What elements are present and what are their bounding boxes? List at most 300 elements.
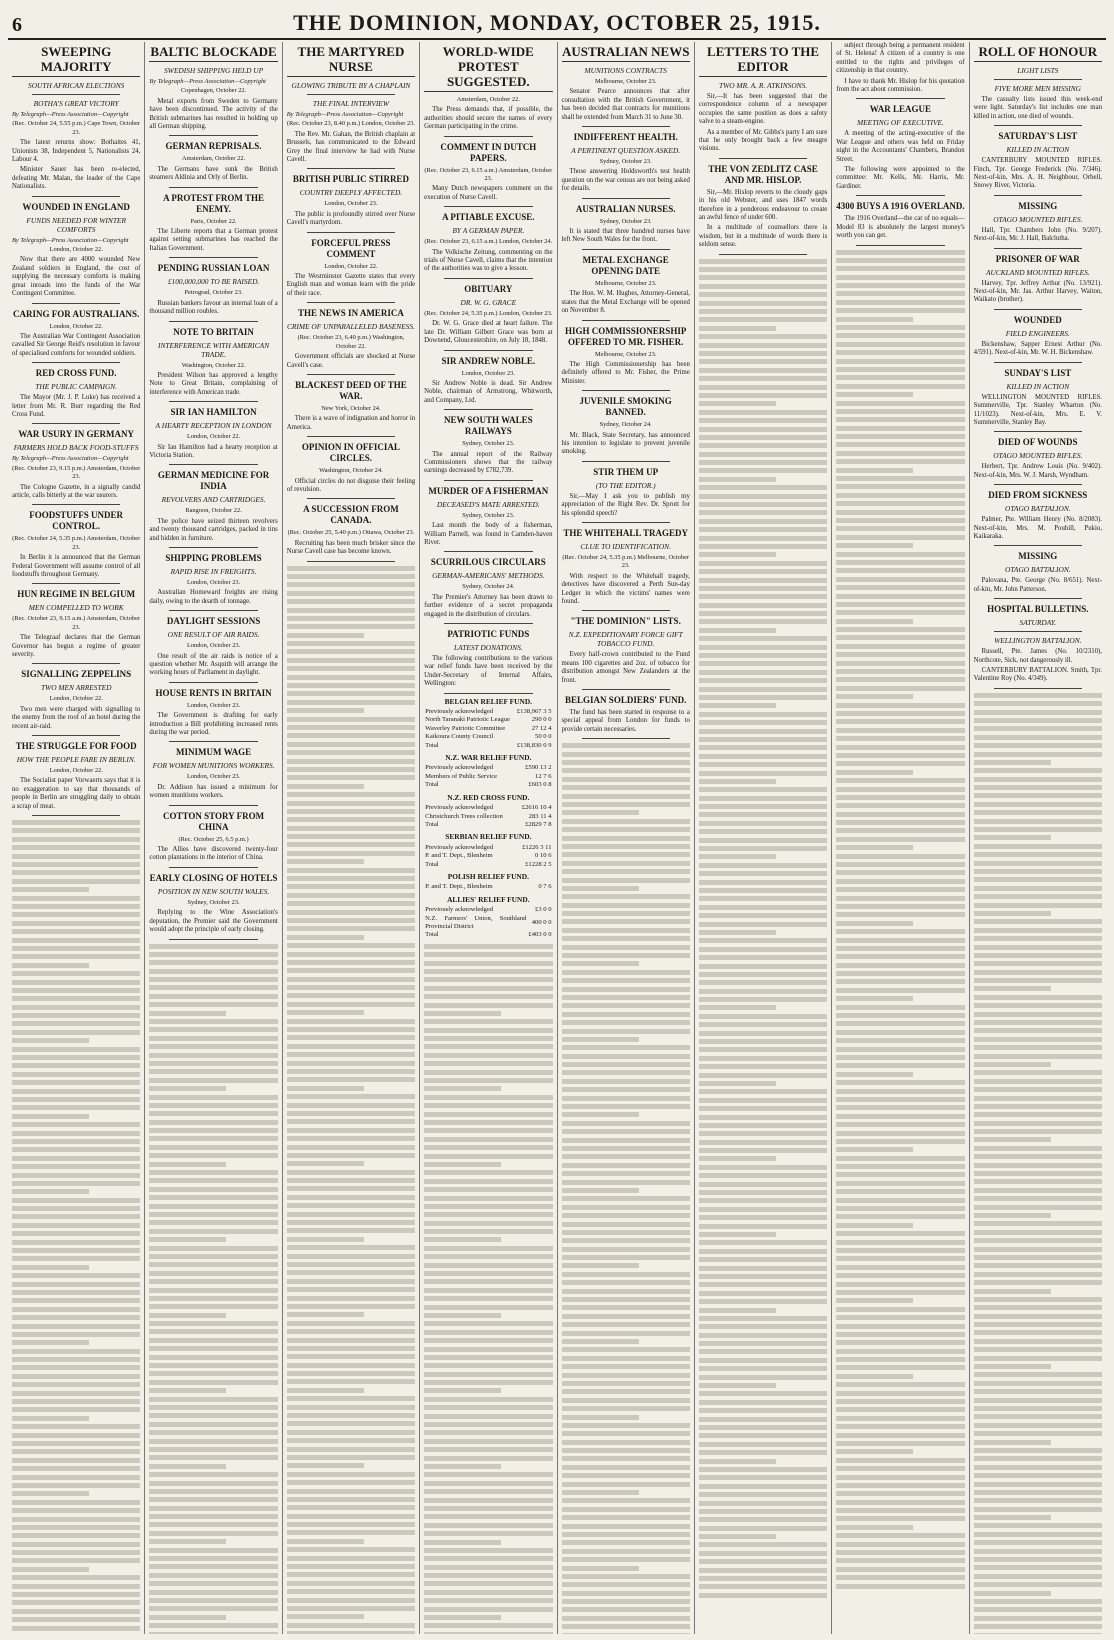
text-line (149, 1153, 277, 1158)
text-line (287, 582, 415, 587)
text-line (699, 477, 776, 482)
news-column (970, 42, 1106, 1634)
article-headline: 4300 BUYS A 1916 OVERLAND. (836, 201, 965, 212)
text-line (562, 1272, 690, 1277)
article-headline: SATURDAY'S LIST (998, 131, 1078, 142)
text-line (562, 1163, 690, 1168)
text-line (424, 1548, 552, 1553)
article (974, 604, 1102, 689)
rule-divider (994, 248, 1082, 249)
text-line (562, 970, 690, 975)
article-paragraph: Sir,—May I ask you to publish my appreciation of the Right Rev. Dr. Sprott for his splendid speech? (561, 492, 690, 517)
text-line (149, 1439, 277, 1444)
article-paragraph: Two men were charged with signalling to the enemy from the roof of an hotel during the recent air-raid. (12, 705, 141, 730)
fund-table (424, 804, 552, 829)
text-line (699, 519, 827, 524)
text-line (974, 1465, 1102, 1470)
article-paragraph: CANTERBURY BATTALION. Smith, Tpr. Valentine Roy (No. 4/349). (973, 666, 1102, 683)
article-paragraph: Replying to the Wine Association's deputation, the Premier said the Government would adopt the principle of early closing. (149, 909, 278, 934)
text-line (699, 1291, 827, 1296)
text-line (424, 1540, 501, 1545)
fund-row (424, 733, 552, 741)
article-subhead: ONE RESULT OF AIR RAIDS. (167, 630, 260, 640)
body-text-lines (562, 743, 690, 1634)
fund-amount: £2616 10 4 (521, 804, 552, 812)
fund-name: SERBIAN RELIEF FUND. (445, 832, 532, 842)
rule-divider (994, 431, 1082, 432)
text-line (836, 1365, 964, 1370)
text-line (699, 536, 827, 541)
article-paragraph: The Mayor (Mr. J. P. Luke) has received a letter from Mr. R. Burr regarding the Red Cross Fund. (12, 394, 141, 418)
article-subhead: HOW THE PEOPLE FARE IN BERLIN. (16, 755, 136, 765)
rule-divider (169, 939, 257, 940)
article-paragraph: The following were appointed to the committee: Mr. Kells, Mr. Harris, Mr. Gardiner. (836, 166, 965, 190)
text-line (699, 980, 827, 985)
text-line (699, 695, 827, 700)
text-line (836, 887, 964, 892)
text-line (836, 1198, 964, 1203)
article-headline: WOUNDED IN ENGLAND (22, 201, 130, 212)
text-line (12, 904, 140, 909)
article-dateline: Sydney, October 23. (462, 511, 515, 519)
text-line (836, 694, 913, 699)
article-headline: DIED FROM SICKNESS (988, 490, 1088, 501)
article (562, 467, 690, 523)
fund-amount: 400 0 0 (531, 918, 552, 926)
body-text-lines (287, 566, 415, 1634)
text-line (974, 1540, 1102, 1545)
text-line (149, 1573, 277, 1578)
text-line (12, 1047, 140, 1052)
text-line (699, 1375, 827, 1380)
text-line (836, 1424, 964, 1429)
text-line (287, 1405, 415, 1410)
article-paragraph: Australian Homeward freights are rising daily, owing to the dearth of tonnage. (149, 589, 278, 605)
text-line (836, 929, 964, 934)
text-line (974, 1213, 1051, 1218)
text-line (562, 1054, 690, 1059)
article (12, 741, 140, 816)
text-line (12, 1307, 140, 1312)
text-line (836, 820, 964, 825)
text-line (562, 794, 690, 799)
text-line (287, 750, 415, 755)
text-line (836, 845, 913, 850)
masthead (8, 8, 1106, 40)
text-line (836, 770, 913, 775)
article-headline: SIGNALLING ZEPPELINS (21, 669, 132, 680)
text-line (836, 1558, 964, 1563)
article (562, 326, 690, 392)
text-line (699, 880, 827, 885)
text-line (974, 894, 1102, 899)
text-line (699, 1005, 776, 1010)
article-paragraph: The annual report of the Railway Commissioners shows that the railway earnings decreased by £782,739. (424, 450, 553, 475)
text-line (562, 1465, 690, 1470)
text-line (149, 1506, 277, 1511)
text-line (424, 1321, 552, 1326)
text-line (562, 1037, 639, 1042)
fund-table (424, 906, 552, 940)
text-line (287, 717, 415, 722)
text-line (699, 343, 827, 348)
article-paragraph: President Wilson has approved a lengthy Note to Great Britain, complaining of interference with American trade. (149, 371, 278, 396)
text-line (562, 1431, 690, 1436)
fund-donor: P. and T. Dept., Blenheim (425, 852, 493, 860)
article-subhead: SATURDAY. (1019, 618, 1057, 628)
text-line (699, 468, 827, 473)
text-line (287, 1254, 415, 1259)
text-line (12, 1533, 140, 1538)
text-line (12, 1584, 140, 1589)
article-paragraph: The Press demands that, if possible, the authorities should secure the names of every German participating in the crime. (424, 106, 553, 131)
article-paragraph: WELLINGTON MOUNTED RIFLES. Summerville, Tpr. Stanley Wharton (No. 11/1023). Next-of-kin, Mrs. E. V. Summerville, Stanley Bay. (973, 393, 1102, 426)
text-line (974, 919, 1102, 924)
article-subhead: BY A GERMAN PAPER. (452, 226, 525, 236)
text-line (424, 1405, 552, 1410)
text-line (699, 1492, 827, 1497)
article-paragraph: Dr. W. G. Grace died at heart failure. The late Dr. William Gilbert Grace was born at Downend, Gloucestershire, on July 18, 1848. (424, 320, 553, 345)
text-line (287, 1077, 415, 1082)
text-line (699, 393, 827, 398)
article-dateline: London, October 23. (461, 369, 515, 377)
text-line (836, 1466, 964, 1471)
text-line (974, 1557, 1102, 1562)
article-subhead: FOR WOMEN MUNITIONS WORKERS. (152, 761, 275, 771)
text-line (562, 1045, 690, 1050)
text-line (699, 326, 776, 331)
article-headline: INDIFFERENT HEALTH. (573, 132, 678, 143)
text-line (12, 963, 89, 968)
text-line (836, 1256, 964, 1261)
text-line (699, 1140, 827, 1145)
text-line (562, 1121, 690, 1126)
text-line (836, 493, 964, 498)
text-line (12, 1483, 140, 1488)
text-line (699, 762, 827, 767)
text-line (836, 736, 964, 741)
text-line (974, 869, 1102, 874)
text-line (287, 633, 364, 638)
text-line (287, 1606, 415, 1611)
article-headline: A PITIABLE EXCUSE. (442, 212, 535, 223)
rule-divider (444, 551, 532, 552)
text-line (974, 819, 1102, 824)
article-subhead: MUNITIONS CONTRACTS (584, 66, 667, 75)
article-headline: THE VON ZEDLITZ CASE AND MR. HISLOP. (708, 163, 818, 185)
text-line (149, 1623, 277, 1628)
article (562, 44, 690, 127)
text-line (12, 996, 140, 1001)
text-line (287, 574, 415, 579)
text-line (699, 1584, 827, 1589)
text-line (974, 1490, 1102, 1495)
text-line (287, 1564, 415, 1569)
article-headline: FOODSTUFFS UNDER CONTROL. (29, 510, 124, 532)
text-line (287, 1312, 364, 1317)
article-paragraph: Russell, Pte. James (No. 10/2310), Northcote, Sick, not dangerously ill. (973, 648, 1102, 664)
text-line (12, 971, 140, 976)
article-headline: THE WHITEHALL TRAGEDY (563, 527, 689, 538)
text-line (287, 1287, 415, 1292)
text-line (424, 1187, 552, 1192)
text-line (287, 1623, 415, 1628)
text-line (287, 977, 415, 982)
text-line (974, 1255, 1102, 1260)
text-line (836, 1147, 913, 1152)
text-line (974, 1221, 1102, 1226)
text-line (562, 1096, 690, 1101)
text-line (149, 1262, 277, 1267)
article-dateline: London, October 23. (186, 701, 241, 709)
text-line (287, 1489, 415, 1494)
text-line (424, 1154, 552, 1159)
body-text-lines (974, 693, 1102, 1634)
news-column (420, 42, 557, 1634)
text-line (562, 919, 690, 924)
text-line (699, 653, 827, 658)
text-line (149, 1388, 226, 1393)
text-line (974, 1448, 1102, 1453)
article-headline: BRITISH PUBLIC STIRRED (292, 174, 409, 185)
article-headline: FORCEFUL PRESS COMMENT (311, 237, 391, 259)
article-headline: THE STRUGGLE FOR FOOD (15, 741, 137, 752)
text-line (974, 1045, 1102, 1050)
text-line (12, 887, 89, 892)
fund-name: N.Z. RED CROSS FUND. (447, 792, 530, 802)
text-line (836, 870, 964, 875)
article (974, 551, 1102, 599)
article-paragraph: The casualty lists issued this week-end were light. Saturday's list includes one man killed in action, one died of wounds. (973, 96, 1102, 120)
article-paragraph: There is a wave of indignation and horror in America. (286, 415, 416, 431)
text-line (974, 1188, 1102, 1193)
rule-divider (169, 135, 257, 136)
text-line (836, 258, 964, 263)
article-headline: COMMENT IN DUTCH PAPERS. (440, 141, 537, 163)
text-line (836, 1030, 964, 1035)
text-line (562, 1440, 690, 1445)
text-line (974, 1305, 1102, 1310)
article (562, 695, 690, 739)
text-line (424, 1355, 552, 1360)
article-headline: GERMAN REPRISALS. (165, 141, 262, 152)
text-line (974, 1263, 1102, 1268)
article-headline: OPINION IN OFFICIAL CIRCLES. (301, 442, 400, 464)
article-paragraph: Recruiting has been much brisker since the Nurse Cavell case has become known. (286, 539, 416, 556)
text-line (699, 1039, 827, 1044)
text-line (424, 1615, 501, 1620)
rule-divider (582, 249, 670, 250)
text-line (287, 943, 415, 948)
text-line (149, 1187, 277, 1192)
text-line (12, 1609, 140, 1614)
rule-divider (307, 232, 395, 233)
text-line (836, 812, 964, 817)
text-line (287, 826, 415, 831)
text-line (287, 1044, 415, 1049)
article (424, 356, 552, 411)
text-line (836, 1005, 964, 1010)
article-subhead: OTAGO MOUNTED RIFLES. (993, 214, 1083, 224)
text-line (149, 1539, 226, 1544)
text-line (836, 1491, 964, 1496)
text-line (562, 961, 639, 966)
text-line (149, 1481, 277, 1486)
article-subhead: A PERTINENT QUESTION ASKED. (571, 146, 681, 156)
text-line (699, 838, 827, 843)
text-line (836, 367, 964, 372)
article-paragraph: Metal exports from Sweden to Germany have been discontinued. The activity of the British submarines has resulted in holding up all German shipping. (149, 97, 278, 131)
text-line (699, 309, 827, 314)
text-line (974, 1456, 1102, 1461)
text-line (836, 719, 964, 724)
article (424, 44, 552, 137)
text-line (699, 1391, 827, 1396)
text-line (287, 792, 415, 797)
rule-divider (582, 126, 670, 127)
article-subhead: LATEST DONATIONS. (453, 643, 523, 652)
text-line (287, 742, 415, 747)
text-line (974, 945, 1102, 950)
text-line (287, 1195, 415, 1200)
text-line (974, 886, 1102, 891)
article (149, 193, 277, 259)
fund-amount: 283 11 4 (528, 812, 552, 820)
fund-name: N.Z. WAR RELIEF FUND. (445, 753, 532, 763)
text-line (836, 1214, 964, 1219)
rule-divider (444, 350, 532, 351)
text-line (287, 708, 364, 713)
text-line (12, 1365, 140, 1370)
text-line (562, 1532, 690, 1537)
text-line (424, 1430, 552, 1435)
text-line (12, 1198, 140, 1203)
fund-amount: £603 0 8 (528, 781, 552, 789)
text-line (699, 1156, 776, 1161)
text-line (149, 985, 277, 990)
text-line (149, 1078, 277, 1083)
text-line (836, 1567, 964, 1572)
text-line (12, 1315, 140, 1320)
article-byline: By Telegraph—Press Association—Copyright (149, 78, 266, 85)
text-line (12, 1600, 140, 1605)
text-line (149, 1237, 226, 1242)
text-line (974, 1356, 1102, 1361)
article (287, 174, 415, 232)
text-line (287, 1522, 415, 1527)
text-line (562, 1146, 690, 1151)
article-subhead: REVOLVERS AND CARTRIDGES. (161, 495, 266, 505)
text-line (974, 1440, 1051, 1445)
text-line (699, 427, 827, 432)
text-line (699, 1047, 827, 1052)
rule-divider (32, 815, 120, 816)
text-line (836, 266, 964, 271)
text-line (149, 1027, 277, 1032)
text-line (12, 1181, 140, 1186)
text-line (149, 977, 277, 982)
article (12, 429, 140, 505)
text-line (562, 1498, 690, 1503)
article-dateline: (Rec. October 23, 6.15 a.m.) Amsterdam, October 23. (424, 166, 553, 183)
body-text-lines (424, 944, 552, 1634)
text-line (699, 1173, 827, 1178)
text-line (974, 1565, 1102, 1570)
article-subhead: CLUE TO IDENTIFICATION. (580, 541, 671, 551)
text-line (836, 317, 913, 322)
text-line (149, 1321, 277, 1326)
text-line (836, 1223, 913, 1228)
text-line (287, 926, 415, 931)
text-line (562, 1599, 690, 1604)
text-line (287, 641, 415, 646)
article (149, 263, 277, 321)
text-line (699, 578, 827, 583)
text-line (562, 1490, 639, 1495)
article (562, 616, 690, 690)
text-line (836, 1433, 964, 1438)
text-line (699, 1442, 827, 1447)
text-line (149, 1304, 277, 1309)
fund-row (424, 861, 552, 869)
text-line (287, 1061, 415, 1066)
text-line (836, 1089, 964, 1094)
text-line (699, 1425, 827, 1430)
text-line (12, 929, 140, 934)
text-line (699, 1106, 827, 1111)
text-line (836, 946, 964, 951)
text-line (562, 1247, 690, 1252)
fund-row (424, 804, 552, 812)
text-line (562, 1633, 690, 1634)
text-line (974, 827, 1102, 832)
rule-divider (169, 805, 257, 806)
rule-divider (307, 94, 395, 95)
text-line (149, 1632, 277, 1634)
text-line (12, 1248, 140, 1253)
text-line (699, 938, 827, 943)
body-text-lines (149, 944, 277, 1635)
article-paragraph: The Volkische Zeitung, commenting on the trials of Nurse Cavell, claims that the intention of the authorities was to give a lesson. (424, 248, 553, 273)
article-headline: MISSING (1018, 200, 1058, 211)
text-line (699, 1123, 827, 1128)
article (974, 490, 1102, 546)
text-line (699, 1450, 827, 1455)
article-dateline: Petrograd, October 23. (184, 289, 243, 297)
article (836, 104, 964, 196)
text-line (424, 1556, 552, 1561)
text-line (424, 1095, 552, 1100)
text-line (287, 1514, 415, 1519)
text-line (12, 1013, 140, 1018)
rule-divider (32, 303, 120, 304)
article (149, 873, 277, 940)
article-subhead: £100,000,000 TO BE RAISED. (167, 277, 260, 287)
text-line (974, 1079, 1102, 1084)
article-subhead: GERMAN-AMERICANS' METHODS. (432, 571, 545, 581)
rule-divider (444, 206, 532, 207)
text-line (12, 1223, 140, 1228)
text-line (974, 785, 1102, 790)
text-line (699, 737, 827, 742)
article-dateline: Melbourne, October 23. (594, 78, 657, 85)
text-line (699, 1316, 827, 1321)
article (149, 327, 277, 403)
text-line (836, 954, 964, 959)
article (149, 811, 277, 868)
text-line (699, 1568, 827, 1573)
article-paragraph: The Rev. Mr. Gahan, the British chaplain at Brussels, has communicated to the Edward Grey the final interview he had with Nurse Cavell. (286, 130, 416, 164)
